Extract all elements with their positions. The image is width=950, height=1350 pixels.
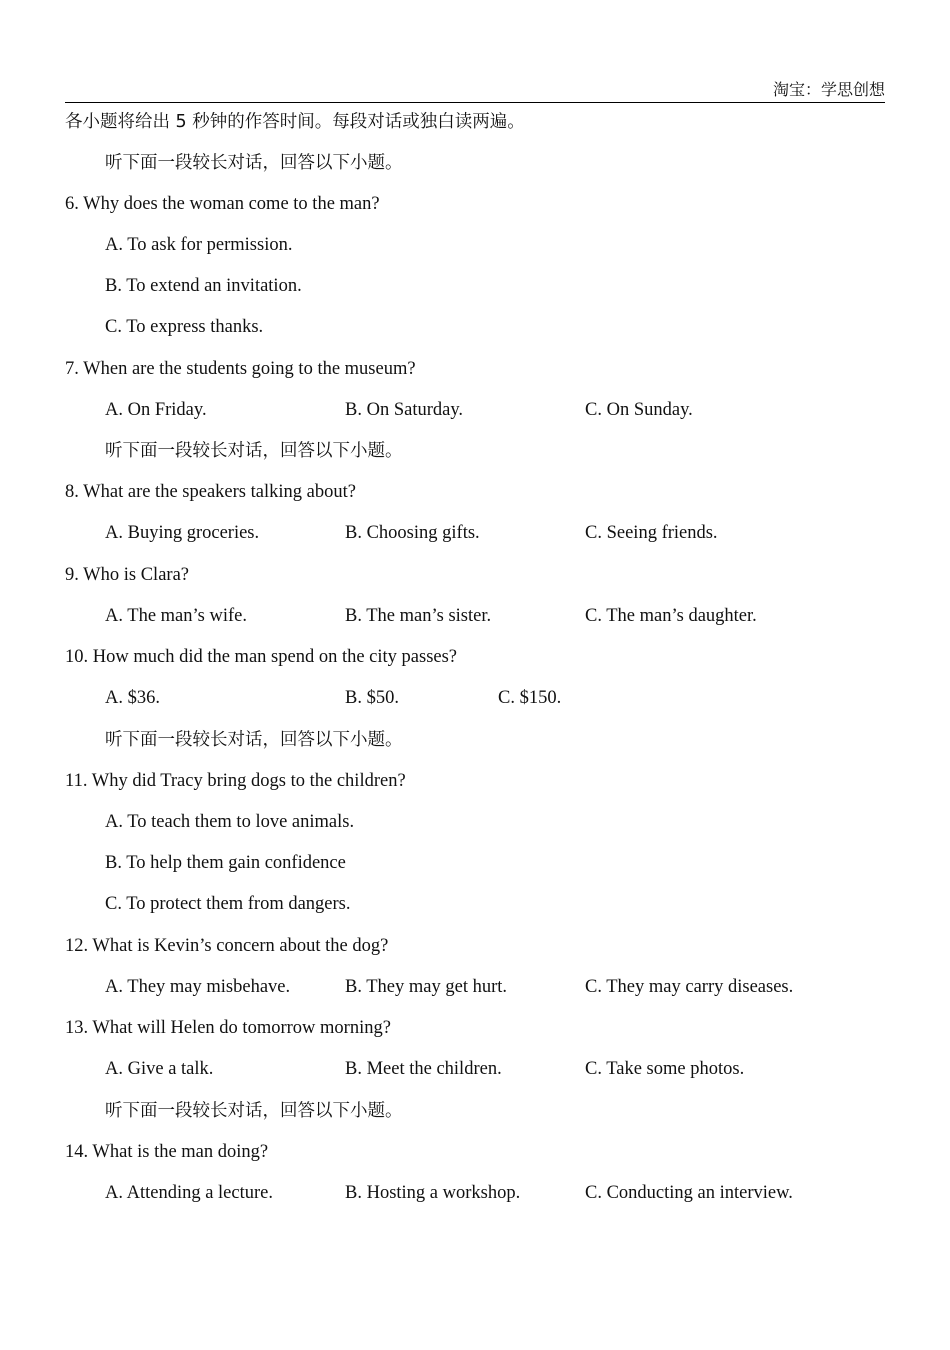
- q11-option-b[interactable]: B. To help them gain confidence: [105, 853, 346, 873]
- question-7: 7. When are the students going to the museum?: [65, 359, 416, 379]
- q11-option-c[interactable]: C. To protect them from dangers.: [105, 894, 351, 914]
- q14-option-c[interactable]: C. Conducting an interview.: [585, 1183, 793, 1203]
- q8-option-b[interactable]: B. Choosing gifts.: [345, 523, 480, 543]
- question-6: 6. Why does the woman come to the man?: [65, 194, 380, 214]
- question-14: 14. What is the man doing?: [65, 1142, 269, 1162]
- section-intro: 各小题将给出 5 秒钟的作答时间。每段对话或独白读两遍。: [65, 112, 525, 132]
- q9-option-c[interactable]: C. The man’s daughter.: [585, 606, 757, 626]
- q10-option-a[interactable]: A. $36.: [105, 688, 160, 708]
- question-11: 11. Why did Tracy bring dogs to the children?: [65, 771, 406, 791]
- header-text: 淘宝：学思创想: [772, 82, 885, 99]
- question-12: 12. What is Kevin’s concern about the dog?: [65, 936, 389, 956]
- question-13: 13. What will Helen do tomorrow morning?: [65, 1018, 391, 1038]
- q9-option-b[interactable]: B. The man’s sister.: [345, 606, 492, 626]
- q6-option-c[interactable]: C. To express thanks.: [105, 317, 264, 337]
- q8-option-a[interactable]: A. Buying groceries.: [105, 523, 260, 543]
- q12-option-a[interactable]: A. They may misbehave.: [105, 977, 291, 997]
- directive-2: 听下面一段较长对话，回答以下小题。: [105, 441, 403, 461]
- q7-option-a[interactable]: A. On Friday.: [105, 400, 207, 420]
- q9-option-a[interactable]: A. The man’s wife.: [105, 606, 247, 626]
- q10-option-b[interactable]: B. $50.: [345, 688, 399, 708]
- q10-option-c[interactable]: C. $150.: [498, 688, 562, 708]
- directive-4: 听下面一段较长对话，回答以下小题。: [105, 1101, 403, 1121]
- q6-option-a[interactable]: A. To ask for permission.: [105, 235, 293, 255]
- question-10: 10. How much did the man spend on the city passes?: [65, 647, 458, 667]
- q6-option-b[interactable]: B. To extend an invitation.: [105, 276, 302, 296]
- question-9: 9. Who is Clara?: [65, 565, 189, 585]
- directive-1: 听下面一段较长对话，回答以下小题。: [105, 153, 403, 173]
- q12-option-c[interactable]: C. They may carry diseases.: [585, 977, 794, 997]
- q14-option-b[interactable]: B. Hosting a workshop.: [345, 1183, 521, 1203]
- page-header: [65, 80, 885, 103]
- q13-option-a[interactable]: A. Give a talk.: [105, 1059, 214, 1079]
- q8-option-c[interactable]: C. Seeing friends.: [585, 523, 718, 543]
- q12-option-b[interactable]: B. They may get hurt.: [345, 977, 508, 997]
- q14-option-a[interactable]: A. Attending a lecture.: [105, 1183, 273, 1203]
- q13-option-b[interactable]: B. Meet the children.: [345, 1059, 502, 1079]
- q7-option-b[interactable]: B. On Saturday.: [345, 400, 464, 420]
- directive-3: 听下面一段较长对话，回答以下小题。: [105, 730, 403, 750]
- q13-option-c[interactable]: C. Take some photos.: [585, 1059, 745, 1079]
- q7-option-c[interactable]: C. On Sunday.: [585, 400, 693, 420]
- question-8: 8. What are the speakers talking about?: [65, 482, 356, 502]
- q11-option-a[interactable]: A. To teach them to love animals.: [105, 812, 355, 832]
